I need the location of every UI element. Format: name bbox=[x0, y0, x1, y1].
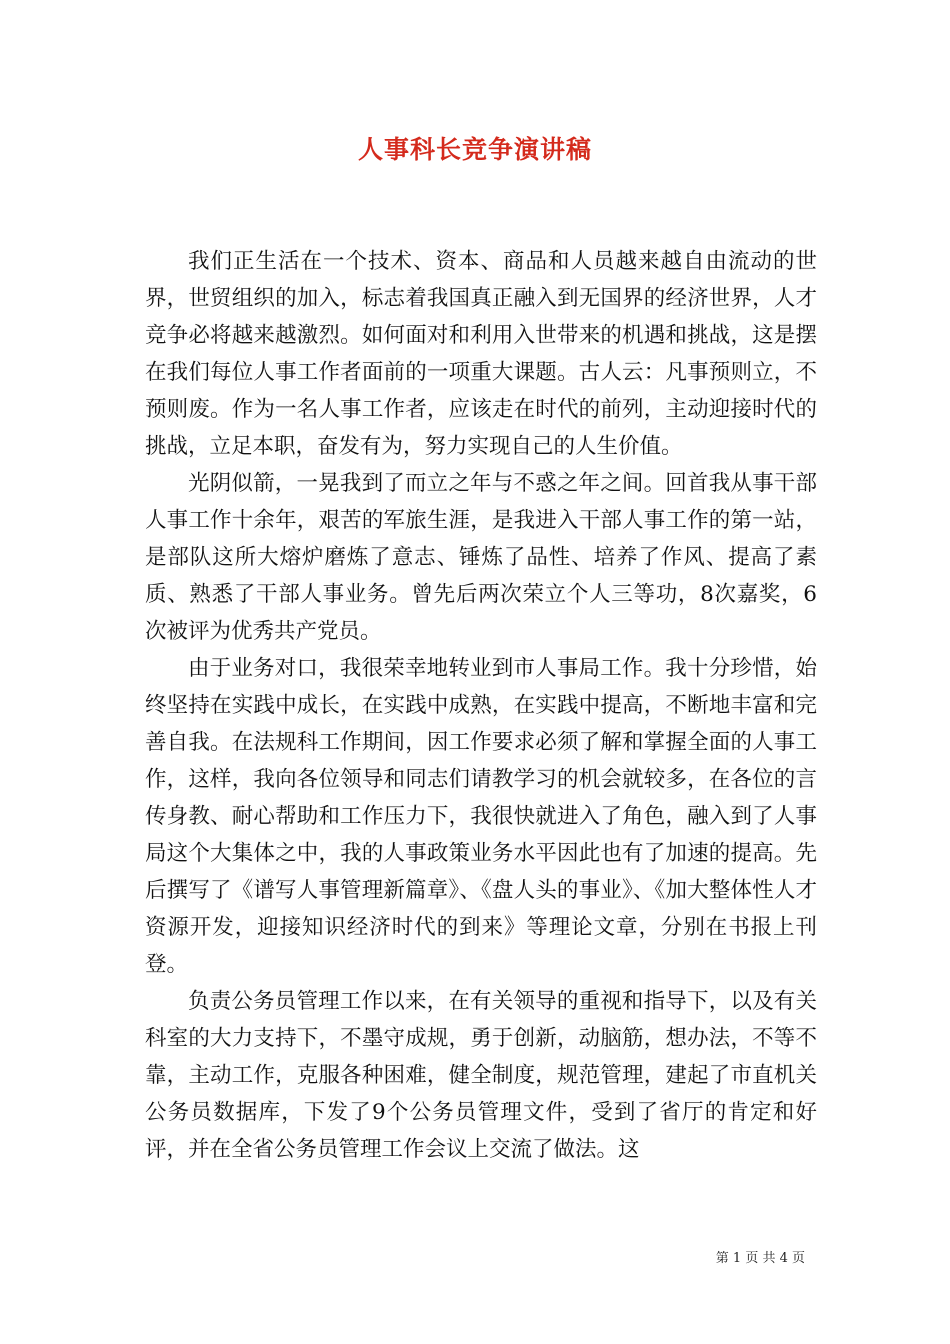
page-number-footer: 第 1 页 共 4 页 bbox=[715, 1251, 805, 1266]
paragraph-4: 负责公务员管理工作以来，在有关领导的重视和指导下，以及有关科室的大力支持下，不墨守成规，勇于创新，动脑筋，想办法，不等不靠，主动工作，克服各种困难，健全制度，规范管理，建起了市直机关公务员数据库，下发了9个公务员管理文件，受到了省厅的肯定和好评，并在全省公务员管理工作会议上交流了做法。这 bbox=[145, 989, 817, 1162]
paragraph-2: 光阴似箭，一晃我到了而立之年与不惑之年之间。回首我从事干部人事工作十余年，艰苦的军旅生涯，是我进入干部人事工作的第一站，是部队这所大熔炉磨炼了意志、锤炼了品性、培养了作风、提高了素质、熟悉了干部人事业务。曾先后两次荣立个人三等功，8次嘉奖，6次被评为优秀共产党员。 bbox=[145, 471, 817, 644]
paragraph-1: 我们正生活在一个技术、资本、商品和人员越来越自由流动的世界，世贸组织的加入，标志着我国真正融入到无国界的经济世界，人才竞争必将越来越激烈。如何面对和利用入世带来的机遇和挑战，这是摆在我们每位人事工作者面前的一项重大课题。古人云：凡事预则立，不预则废。作为一名人事工作者，应该走在时代的前列，主动迎接时代的挑战，立足本职，奋发有为，努力实现自己的人生价值。 bbox=[145, 249, 817, 459]
document-title: 人事科长竞争演讲稿 bbox=[357, 135, 592, 164]
paragraph-3: 由于业务对口，我很荣幸地转业到市人事局工作。我十分珍惜，始终坚持在实践中成长，在实践中成熟，在实践中提高，不断地丰富和完善自我。在法规科工作期间，因工作要求必须了解和掌握全面的人事工作，这样，我向各位领导和同志们请教学习的机会就较多，在各位的言传身教、耐心帮助和工作压力下，我很快就进入了角色，融入到了人事局这个大集体之中，我的人事政策业务水平因此也有了加速的提高。先后撰写了《谱写人事管理新篇章》、《盘人头的事业》、《加大整体性人才资源开发，迎接知识经济时代的到来》等理论文章，分别在书报上刊登。 bbox=[145, 656, 817, 977]
document-body bbox=[145, 243, 817, 1168]
